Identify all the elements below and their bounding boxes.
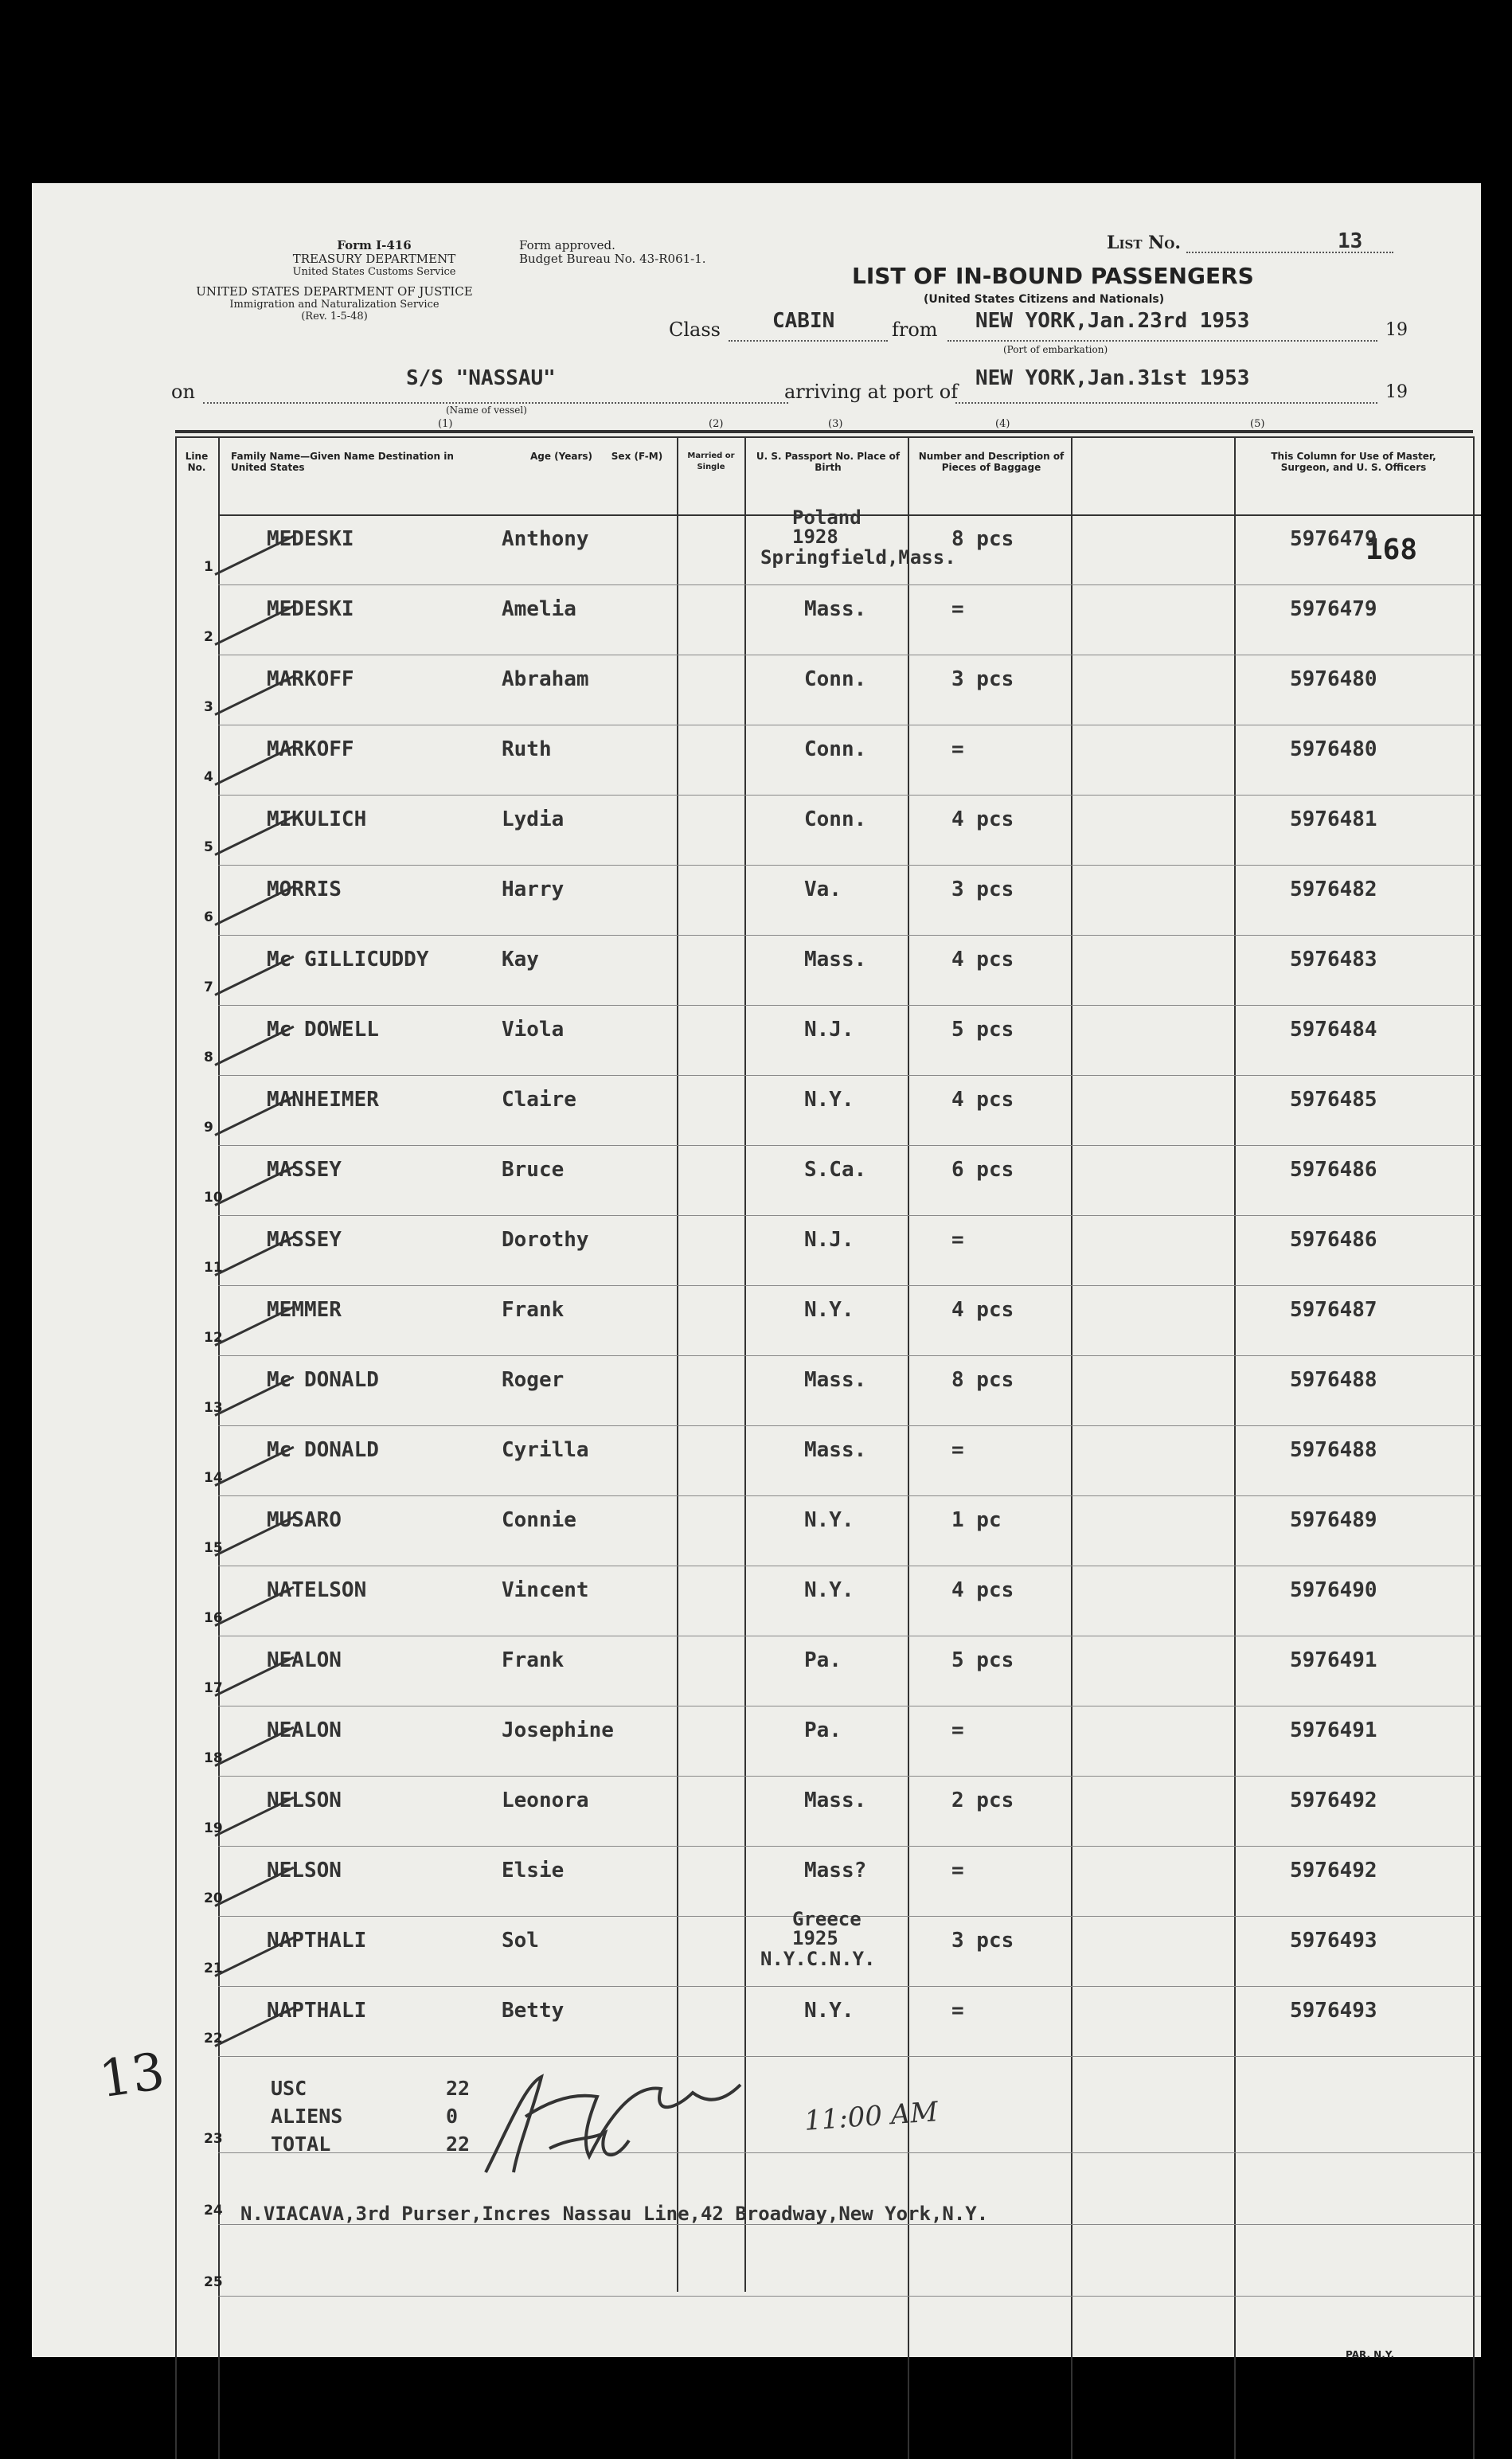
- given-name: Ruth: [502, 737, 552, 761]
- baggage: 4 pcs: [951, 1298, 1014, 1322]
- family-name: NAPTHALI: [267, 1999, 367, 2023]
- table-row: [175, 506, 1481, 586]
- family-name: Mc DONALD: [267, 1438, 379, 1462]
- baggage: =: [951, 1718, 964, 1742]
- line-number: 9: [204, 1120, 213, 1136]
- given-name: Claire: [502, 1088, 576, 1112]
- check-mark: [214, 1306, 294, 1347]
- document-number: 5976488: [1290, 1438, 1377, 1462]
- table-row: [175, 1077, 1481, 1147]
- handwritten-signature: [478, 2061, 764, 2180]
- baggage: 5 pcs: [951, 1648, 1014, 1672]
- family-name: MIKULICH: [267, 807, 367, 831]
- table-row: [175, 1217, 1481, 1287]
- given-name: Leonora: [502, 1789, 589, 1812]
- document-number: 5976490: [1290, 1578, 1377, 1602]
- customs-label: United States Customs Service: [292, 266, 456, 278]
- line-number: 22: [204, 2031, 223, 2047]
- family-name: MANHEIMER: [267, 1088, 379, 1112]
- form-approval: [519, 239, 706, 266]
- given-name: Anthony: [502, 527, 589, 551]
- place-of-birth: N.Y.: [804, 1298, 854, 1322]
- table-row: [175, 1427, 1481, 1497]
- header-officers: This Column for Use of Master, Surgeon, and U. S. Officers: [1271, 451, 1436, 473]
- place-of-birth: Mass.: [804, 948, 867, 971]
- from-label: from: [892, 319, 938, 341]
- treasury-label: TREASURY DEPARTMENT: [292, 252, 456, 266]
- line-number: 10: [204, 1190, 223, 1206]
- place-of-birth: N.J.: [804, 1018, 854, 1042]
- baggage: 5 pcs: [951, 1018, 1014, 1042]
- total-count: 22: [446, 2133, 471, 2156]
- family-name: Mc DONALD: [267, 1368, 379, 1392]
- check-mark: [214, 1516, 294, 1557]
- family-name: Mc DOWELL: [267, 1018, 379, 1042]
- check-mark: [214, 2007, 294, 2047]
- on-label: on: [171, 381, 195, 403]
- place-of-birth-detail: Springfield,Mass.: [760, 546, 956, 569]
- baggage: 1 pc: [951, 1508, 1002, 1532]
- place-of-birth: N.Y.: [804, 1999, 854, 2023]
- line-number: 5: [204, 839, 213, 855]
- aliens-label: ALIENS: [271, 2105, 343, 2128]
- given-name: Vincent: [502, 1578, 589, 1602]
- purser-line: N.VIACAVA,3rd Purser,Incres Nassau Line,42 Broadway,New York,N.Y.: [240, 2203, 989, 2225]
- given-name: Lydia: [502, 807, 565, 831]
- check-mark: [214, 675, 294, 716]
- class-label: Class: [669, 319, 721, 341]
- place-of-birth: Greece 1925: [792, 1908, 861, 1949]
- line-number: 13: [204, 1400, 223, 1416]
- place-of-birth: S.Ca.: [804, 1158, 867, 1182]
- place-of-birth: N.Y.: [804, 1578, 854, 1602]
- table-row: [175, 1707, 1481, 1777]
- place-of-birth: Conn.: [804, 667, 867, 691]
- table-row: [175, 1007, 1481, 1077]
- document-number: 5976491: [1290, 1718, 1377, 1742]
- form-header-justice: [167, 285, 502, 323]
- line-number: 11: [204, 1260, 223, 1276]
- check-mark: [214, 1446, 294, 1487]
- baggage: 6 pcs: [951, 1158, 1014, 1182]
- place-of-birth: Mass?: [804, 1859, 867, 1882]
- line-number: 15: [204, 1540, 223, 1556]
- arriving-value: NEW YORK,Jan.31st 1953: [975, 366, 1250, 390]
- check-mark: [214, 1726, 294, 1767]
- table-row: [175, 1497, 1481, 1567]
- document-number: 5976482: [1290, 878, 1377, 901]
- table-row: [175, 936, 1481, 1007]
- column-number-3: (3): [828, 418, 843, 430]
- line-number: 21: [204, 1961, 223, 1976]
- column-number-5: (5): [1250, 418, 1265, 430]
- check-mark: [214, 1026, 294, 1066]
- document-number: 5976489: [1290, 1508, 1377, 1532]
- baggage: 3 pcs: [951, 1929, 1014, 1953]
- place-of-birth: Conn.: [804, 807, 867, 831]
- baggage: 4 pcs: [951, 1578, 1014, 1602]
- baggage: 4 pcs: [951, 948, 1014, 971]
- ins-label: Immigration and Naturalization Service: [229, 299, 440, 311]
- place-of-birth: Conn.: [804, 737, 867, 761]
- table-row: [175, 586, 1481, 656]
- table-row: [175, 1777, 1481, 1847]
- passenger-table: [175, 436, 1481, 2290]
- document-number: 5976488: [1290, 1368, 1377, 1392]
- place-of-birth: N.Y.: [804, 1088, 854, 1112]
- document-number: 5976479: [1290, 527, 1377, 551]
- given-name: Elsie: [502, 1859, 565, 1882]
- page-number-mark: 168: [1365, 534, 1418, 566]
- line-number: 25: [204, 2274, 223, 2290]
- place-of-birth: Mass.: [804, 1789, 867, 1812]
- document-number: 5976480: [1290, 737, 1377, 761]
- baggage: 3 pcs: [951, 878, 1014, 901]
- port-embarkation-note: (Port of embarkation): [1003, 344, 1108, 355]
- document-number: 5976492: [1290, 1859, 1377, 1882]
- family-name: NATELSON: [267, 1578, 367, 1602]
- line-number: 16: [204, 1610, 223, 1626]
- baggage: 8 pcs: [951, 1368, 1014, 1392]
- line-number: 14: [204, 1470, 223, 1486]
- check-mark: [214, 1586, 294, 1627]
- given-name: Connie: [502, 1508, 576, 1532]
- from-value: NEW YORK,Jan.23rd 1953: [975, 309, 1250, 333]
- form-header-treasury: [271, 239, 478, 278]
- baggage: =: [951, 737, 964, 761]
- document-number: 5976485: [1290, 1088, 1377, 1112]
- baggage: 4 pcs: [951, 1088, 1014, 1112]
- document-number: 5976492: [1290, 1789, 1377, 1812]
- arriving-label: arriving at port of: [784, 381, 959, 403]
- table-row: [175, 1908, 1481, 1988]
- column-number-1: (1): [438, 418, 453, 430]
- column-number-2: (2): [709, 418, 724, 430]
- check-mark: [214, 745, 294, 786]
- budget-label: Budget Bureau No. 43-R061-1.: [519, 252, 706, 266]
- family-name: MEDESKI: [267, 527, 354, 551]
- document-title: LIST OF IN-BOUND PASSENGERS: [852, 263, 1254, 289]
- table-row: [175, 1988, 1481, 2058]
- family-name: MEMMER: [267, 1298, 342, 1322]
- header-age: Age (Years): [529, 451, 593, 462]
- place-of-birth: N.J.: [804, 1228, 854, 1252]
- table-row: [175, 656, 1481, 726]
- table-row: [175, 866, 1481, 936]
- family-name: MARKOFF: [267, 667, 354, 691]
- given-name: Roger: [502, 1368, 565, 1392]
- document-number: 5976486: [1290, 1228, 1377, 1252]
- check-mark: [214, 605, 294, 646]
- baggage: =: [951, 597, 964, 621]
- given-name: Harry: [502, 878, 565, 901]
- place-of-birth-detail: N.Y.C.N.Y.: [760, 1948, 876, 1970]
- baggage: 3 pcs: [951, 667, 1014, 691]
- line-number: 8: [204, 1050, 213, 1065]
- usc-label: USC: [271, 2077, 307, 2100]
- check-mark: [214, 815, 294, 856]
- given-name: Sol: [502, 1929, 539, 1953]
- baggage: =: [951, 1228, 964, 1252]
- line-number: 7: [204, 979, 213, 995]
- revision-label: (Rev. 1-5-48): [301, 311, 368, 323]
- check-mark: [214, 1236, 294, 1276]
- baggage: 2 pcs: [951, 1789, 1014, 1812]
- baggage: 8 pcs: [951, 527, 1014, 551]
- line-number: 24: [204, 2203, 223, 2219]
- place-of-birth: Mass.: [804, 1438, 867, 1462]
- usc-count: 22: [446, 2077, 471, 2100]
- line-number: 23: [204, 2131, 223, 2147]
- form-number: Form I-416: [337, 238, 412, 252]
- check-mark: [214, 1867, 294, 1907]
- place-of-birth: Mass.: [804, 597, 867, 621]
- document-number: 5976480: [1290, 667, 1377, 691]
- header-name: Family Name—Given Name Destination in United States: [231, 451, 454, 473]
- given-name: Dorothy: [502, 1228, 589, 1252]
- approved-label: Form approved.: [519, 238, 615, 252]
- document-number: 5976493: [1290, 1929, 1377, 1953]
- given-name: Frank: [502, 1298, 565, 1322]
- table-row: [175, 1567, 1481, 1637]
- family-name: NAPTHALI: [267, 1929, 367, 1953]
- family-name: MEDESKI: [267, 597, 354, 621]
- year-prefix-2: 19: [1385, 382, 1408, 402]
- check-mark: [214, 1937, 294, 1977]
- place-of-birth: Pa.: [804, 1718, 842, 1742]
- baggage: =: [951, 1999, 964, 2023]
- baggage: 4 pcs: [951, 807, 1014, 831]
- given-name: Frank: [502, 1648, 565, 1672]
- given-name: Cyrilla: [502, 1438, 589, 1462]
- line-number: 2: [204, 629, 213, 645]
- line-number: 20: [204, 1890, 223, 1906]
- vessel-name: S/S "NASSAU": [406, 366, 556, 390]
- line-number: 17: [204, 1680, 223, 1696]
- line-number: 12: [204, 1330, 223, 1346]
- table-row: [175, 1147, 1481, 1217]
- line-number: 3: [204, 699, 213, 715]
- place-of-birth: Pa.: [804, 1648, 842, 1672]
- family-name: NELSON: [267, 1789, 342, 1812]
- check-mark: [214, 1656, 294, 1697]
- column-number-4: (4): [995, 418, 1010, 430]
- check-mark: [214, 1796, 294, 1837]
- family-name: MARKOFF: [267, 737, 354, 761]
- family-name: Mc GILLICUDDY: [267, 948, 429, 971]
- family-name: NELSON: [267, 1859, 342, 1882]
- check-mark: [214, 1166, 294, 1206]
- total-label: TOTAL: [271, 2133, 331, 2156]
- check-mark: [214, 885, 294, 926]
- table-row: [175, 1637, 1481, 1707]
- header-married: Married or Single: [687, 452, 735, 471]
- handwritten-time-note: 11:00 AM: [803, 2096, 940, 2137]
- document-subtitle: (United States Citizens and Nationals): [924, 293, 1165, 306]
- aliens-count: 0: [446, 2105, 459, 2128]
- family-name: MASSEY: [267, 1158, 342, 1182]
- given-name: Josephine: [502, 1718, 614, 1742]
- given-name: Viola: [502, 1018, 565, 1042]
- family-name: NEALON: [267, 1718, 342, 1742]
- table-row: [175, 1847, 1481, 1918]
- justice-label: UNITED STATES DEPARTMENT OF JUSTICE: [196, 284, 473, 299]
- line-number: 1: [204, 559, 213, 575]
- document-number: 5976484: [1290, 1018, 1377, 1042]
- given-name: Abraham: [502, 667, 589, 691]
- family-name: MASSEY: [267, 1228, 342, 1252]
- line-number: 4: [204, 769, 213, 785]
- table-row: [175, 1287, 1481, 1357]
- place-of-birth: Poland 1928: [792, 506, 861, 548]
- header-sex: Sex (F-M): [611, 451, 663, 462]
- place-of-birth: N.Y.: [804, 1508, 854, 1532]
- manifest-page: [32, 183, 1481, 2360]
- line-number: 18: [204, 1750, 223, 1766]
- header-line-no: Line No.: [185, 451, 209, 473]
- printer-mark: PAR. N.Y.: [1346, 2349, 1395, 2360]
- given-name: Bruce: [502, 1158, 565, 1182]
- baggage: =: [951, 1438, 964, 1462]
- table-row: [175, 726, 1481, 796]
- document-number: 5976486: [1290, 1158, 1377, 1182]
- given-name: Amelia: [502, 597, 576, 621]
- class-value: CABIN: [772, 309, 835, 333]
- document-number: 5976479: [1290, 597, 1377, 621]
- document-number: 5976487: [1290, 1298, 1377, 1322]
- check-mark: [214, 1096, 294, 1136]
- check-mark: [214, 1376, 294, 1417]
- family-name: MORRIS: [267, 878, 342, 901]
- check-mark: [214, 535, 294, 576]
- place-of-birth: Va.: [804, 878, 842, 901]
- handwritten-side-mark: 13: [96, 2042, 169, 2110]
- document-number: 5976491: [1290, 1648, 1377, 1672]
- table-row: [175, 796, 1481, 866]
- baggage: =: [951, 1859, 964, 1882]
- list-no-label: List No.: [1107, 233, 1181, 253]
- list-number: 13: [1338, 229, 1363, 253]
- table-row: [175, 1357, 1481, 1427]
- vessel-note: (Name of vessel): [446, 405, 527, 416]
- check-mark: [214, 956, 294, 996]
- header-baggage: Number and Description of Pieces of Baggage: [918, 451, 1065, 473]
- document-number: 5976483: [1290, 948, 1377, 971]
- year-prefix-1: 19: [1385, 320, 1408, 340]
- line-number: 6: [204, 909, 213, 925]
- header-passport: U. S. Passport No. Place of Birth: [756, 451, 901, 473]
- document-number: 5976481: [1290, 807, 1377, 831]
- family-name: MUSARO: [267, 1508, 342, 1532]
- given-name: Kay: [502, 948, 539, 971]
- family-name: NEALON: [267, 1648, 342, 1672]
- line-number: 19: [204, 1820, 223, 1836]
- given-name: Betty: [502, 1999, 565, 2023]
- place-of-birth: Mass.: [804, 1368, 867, 1392]
- document-number: 5976493: [1290, 1999, 1377, 2023]
